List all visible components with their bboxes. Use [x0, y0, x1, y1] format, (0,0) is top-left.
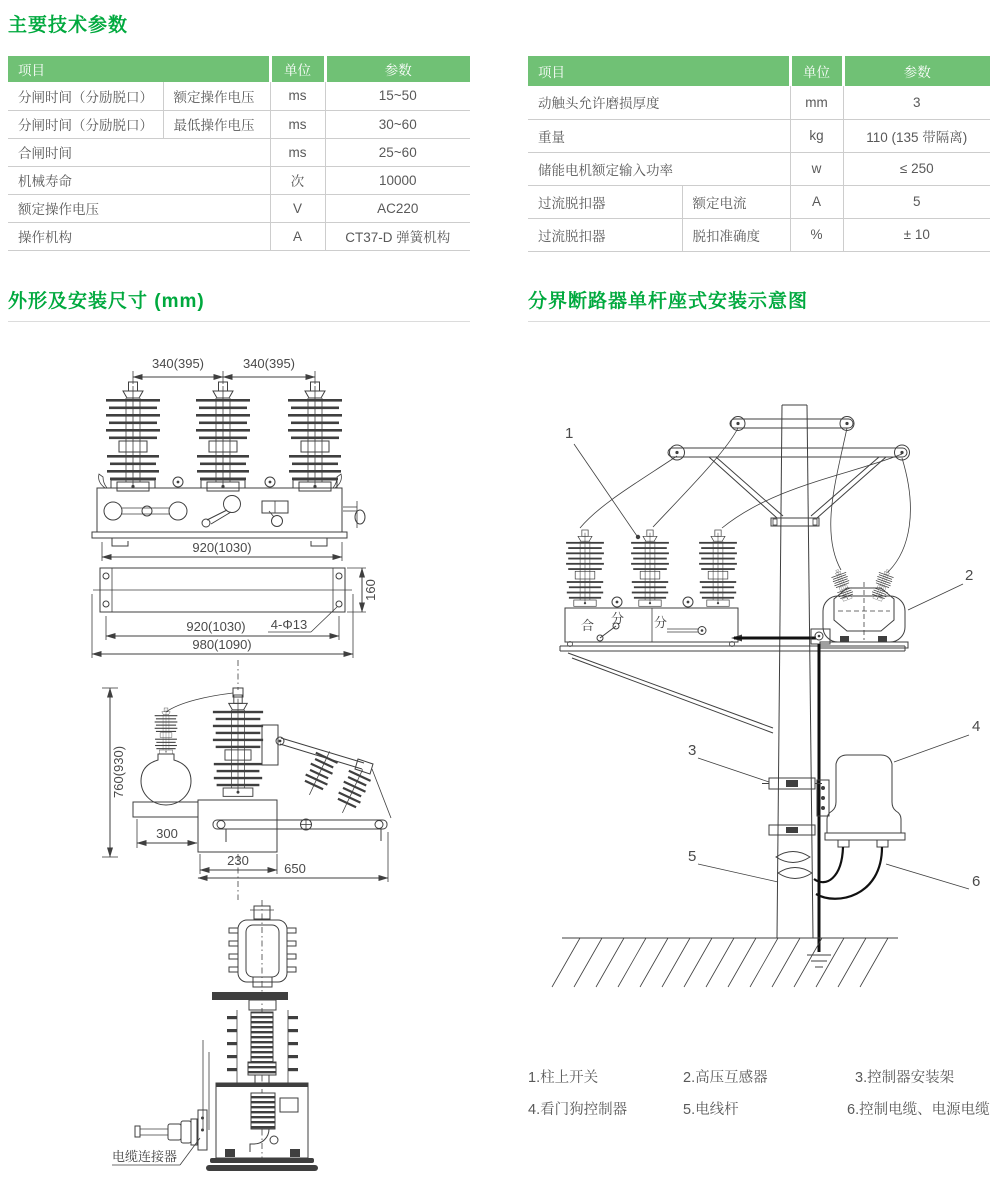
cell-value: 3: [843, 86, 990, 119]
table-row: [8, 194, 470, 222]
cell-value: 5: [843, 185, 990, 218]
cell-item: 操作机构: [8, 222, 270, 250]
cell-item: 过流脱扣器: [528, 185, 682, 218]
mounting-bracket: [762, 778, 822, 835]
table-header-row: [528, 56, 990, 86]
callout-5: 5: [688, 848, 697, 865]
pole-break-mark: [776, 852, 812, 879]
cell-value: ± 10: [843, 218, 990, 251]
section-title-params: 主要技术参数: [8, 15, 129, 36]
table-row: [528, 185, 990, 218]
dim-label-plate-inner: 920(1030): [186, 619, 246, 634]
params-table-left: [8, 56, 470, 251]
divider: [8, 321, 470, 322]
cell-unit: %: [790, 218, 843, 251]
section-title-dimensions: 外形及安装尺寸 (mm): [8, 291, 205, 312]
section-title-installation: 分界断路器单杆座式安装示意图: [528, 291, 809, 312]
callout-6: 6: [972, 873, 981, 890]
power-cable: [731, 629, 831, 967]
cell-sub: 最低操作电压: [163, 110, 270, 138]
legend-item-1: 1.柱上开关: [528, 1070, 599, 1086]
table-row: [528, 86, 990, 119]
dim-label-holes: 4-Φ13: [270, 617, 308, 632]
cell-unit: w: [790, 152, 843, 185]
cell-unit: A: [270, 222, 325, 250]
legend-item-6: 6.控制电缆、电源电缆: [847, 1102, 990, 1118]
cell-unit: ms: [270, 138, 325, 166]
dimension-drawings: [8, 340, 490, 1179]
params-table-right: [528, 56, 990, 252]
legend-item-4: 4.看门狗控制器: [528, 1102, 628, 1118]
table-row: [528, 218, 990, 251]
voltage-transformer: [820, 567, 908, 648]
cell-value: CT37-D 弹簧机构: [325, 222, 470, 250]
cell-item: 额定操作电压: [8, 194, 270, 222]
cell-item: 机械寿命: [8, 166, 270, 194]
cell-unit: 次: [270, 166, 325, 194]
cell-value: ≤ 250: [843, 152, 990, 185]
table-row: [8, 110, 470, 138]
dim-label-span-right: 340(395): [242, 356, 296, 371]
diagram-legend: [520, 1062, 1000, 1132]
table-row: [528, 119, 990, 152]
callout-3: 3: [688, 742, 697, 759]
cell-unit: V: [270, 194, 325, 222]
cell-unit: ms: [270, 110, 325, 138]
front-view-drawing: [92, 356, 365, 561]
cell-value: 10000: [325, 166, 470, 194]
divider: [528, 321, 990, 322]
cell-item: 重量: [528, 119, 790, 152]
crossarms: [668, 417, 910, 527]
cell-value: 30~60: [325, 110, 470, 138]
cell-sub: 额定操作电压: [163, 82, 270, 110]
cell-value: 15~50: [325, 82, 470, 110]
col-header-item: 项目: [8, 56, 270, 82]
cell-item: 过流脱扣器: [528, 218, 682, 251]
cell-unit: ms: [270, 82, 325, 110]
cell-value: AC220: [325, 194, 470, 222]
cell-item: 分闸时间（分励脱口）: [8, 110, 163, 138]
conductor-wires: [580, 428, 910, 572]
callout-2: 2: [965, 567, 974, 584]
dim-label-width: 920(1030): [192, 540, 252, 555]
base-plate-drawing: [92, 568, 378, 690]
dim-label-span-left: 340(395): [151, 356, 205, 371]
controller-box: [814, 755, 905, 899]
cell-unit: kg: [790, 119, 843, 152]
table-row: [8, 138, 470, 166]
dim-label-300: 300: [156, 826, 178, 841]
table-row: [8, 82, 470, 110]
cell-sub: 脱扣准确度: [682, 218, 790, 251]
col-header-unit: 单位: [270, 56, 325, 82]
cell-unit: A: [790, 185, 843, 218]
dim-label-plate-outer: 980(1090): [192, 637, 252, 652]
cell-sub: 额定电流: [682, 185, 790, 218]
legend-item-5: 5.电线杆: [683, 1102, 739, 1118]
cell-unit: mm: [790, 86, 843, 119]
side-view-drawing: [102, 688, 391, 900]
callout-4: 4: [972, 718, 981, 735]
table-row: [8, 222, 470, 250]
close-label: 合: [581, 618, 595, 633]
col-header-value: 参数: [843, 56, 990, 86]
cell-item: 合闸时间: [8, 138, 270, 166]
col-header-unit: 单位: [790, 56, 843, 86]
col-header-value: 参数: [325, 56, 470, 82]
col-header-item: 项目: [528, 56, 790, 86]
callout-1: 1: [565, 425, 574, 442]
cell-item: 动触头允许磨损厚度: [528, 86, 790, 119]
pole-installation-diagram: [520, 390, 1000, 1060]
legend-item-3: 3.控制器安装架: [855, 1070, 955, 1086]
ground-hatching: [552, 938, 898, 987]
cable-connector-label: 电缆连接器: [112, 1149, 178, 1164]
dim-label-230: 230: [227, 853, 249, 868]
cell-value: 110 (135 带隔离): [843, 119, 990, 152]
trip-label-2: 分: [654, 615, 668, 630]
trip-label: 分: [611, 611, 625, 626]
legend-item-2: 2.高压互感器: [683, 1070, 768, 1086]
cell-item: 分闸时间（分励脱口）: [8, 82, 163, 110]
callouts: [565, 425, 980, 890]
dim-label-height: 760(930): [111, 745, 126, 799]
table-header-row: [8, 56, 470, 82]
cell-item: 储能电机额定输入功率: [528, 152, 790, 185]
section-view-drawing: [112, 900, 318, 1171]
table-row: [528, 152, 990, 185]
dim-label-650: 650: [284, 861, 306, 876]
cell-value: 25~60: [325, 138, 470, 166]
table-row: [8, 166, 470, 194]
dim-label-plate-height: 160: [363, 579, 378, 601]
